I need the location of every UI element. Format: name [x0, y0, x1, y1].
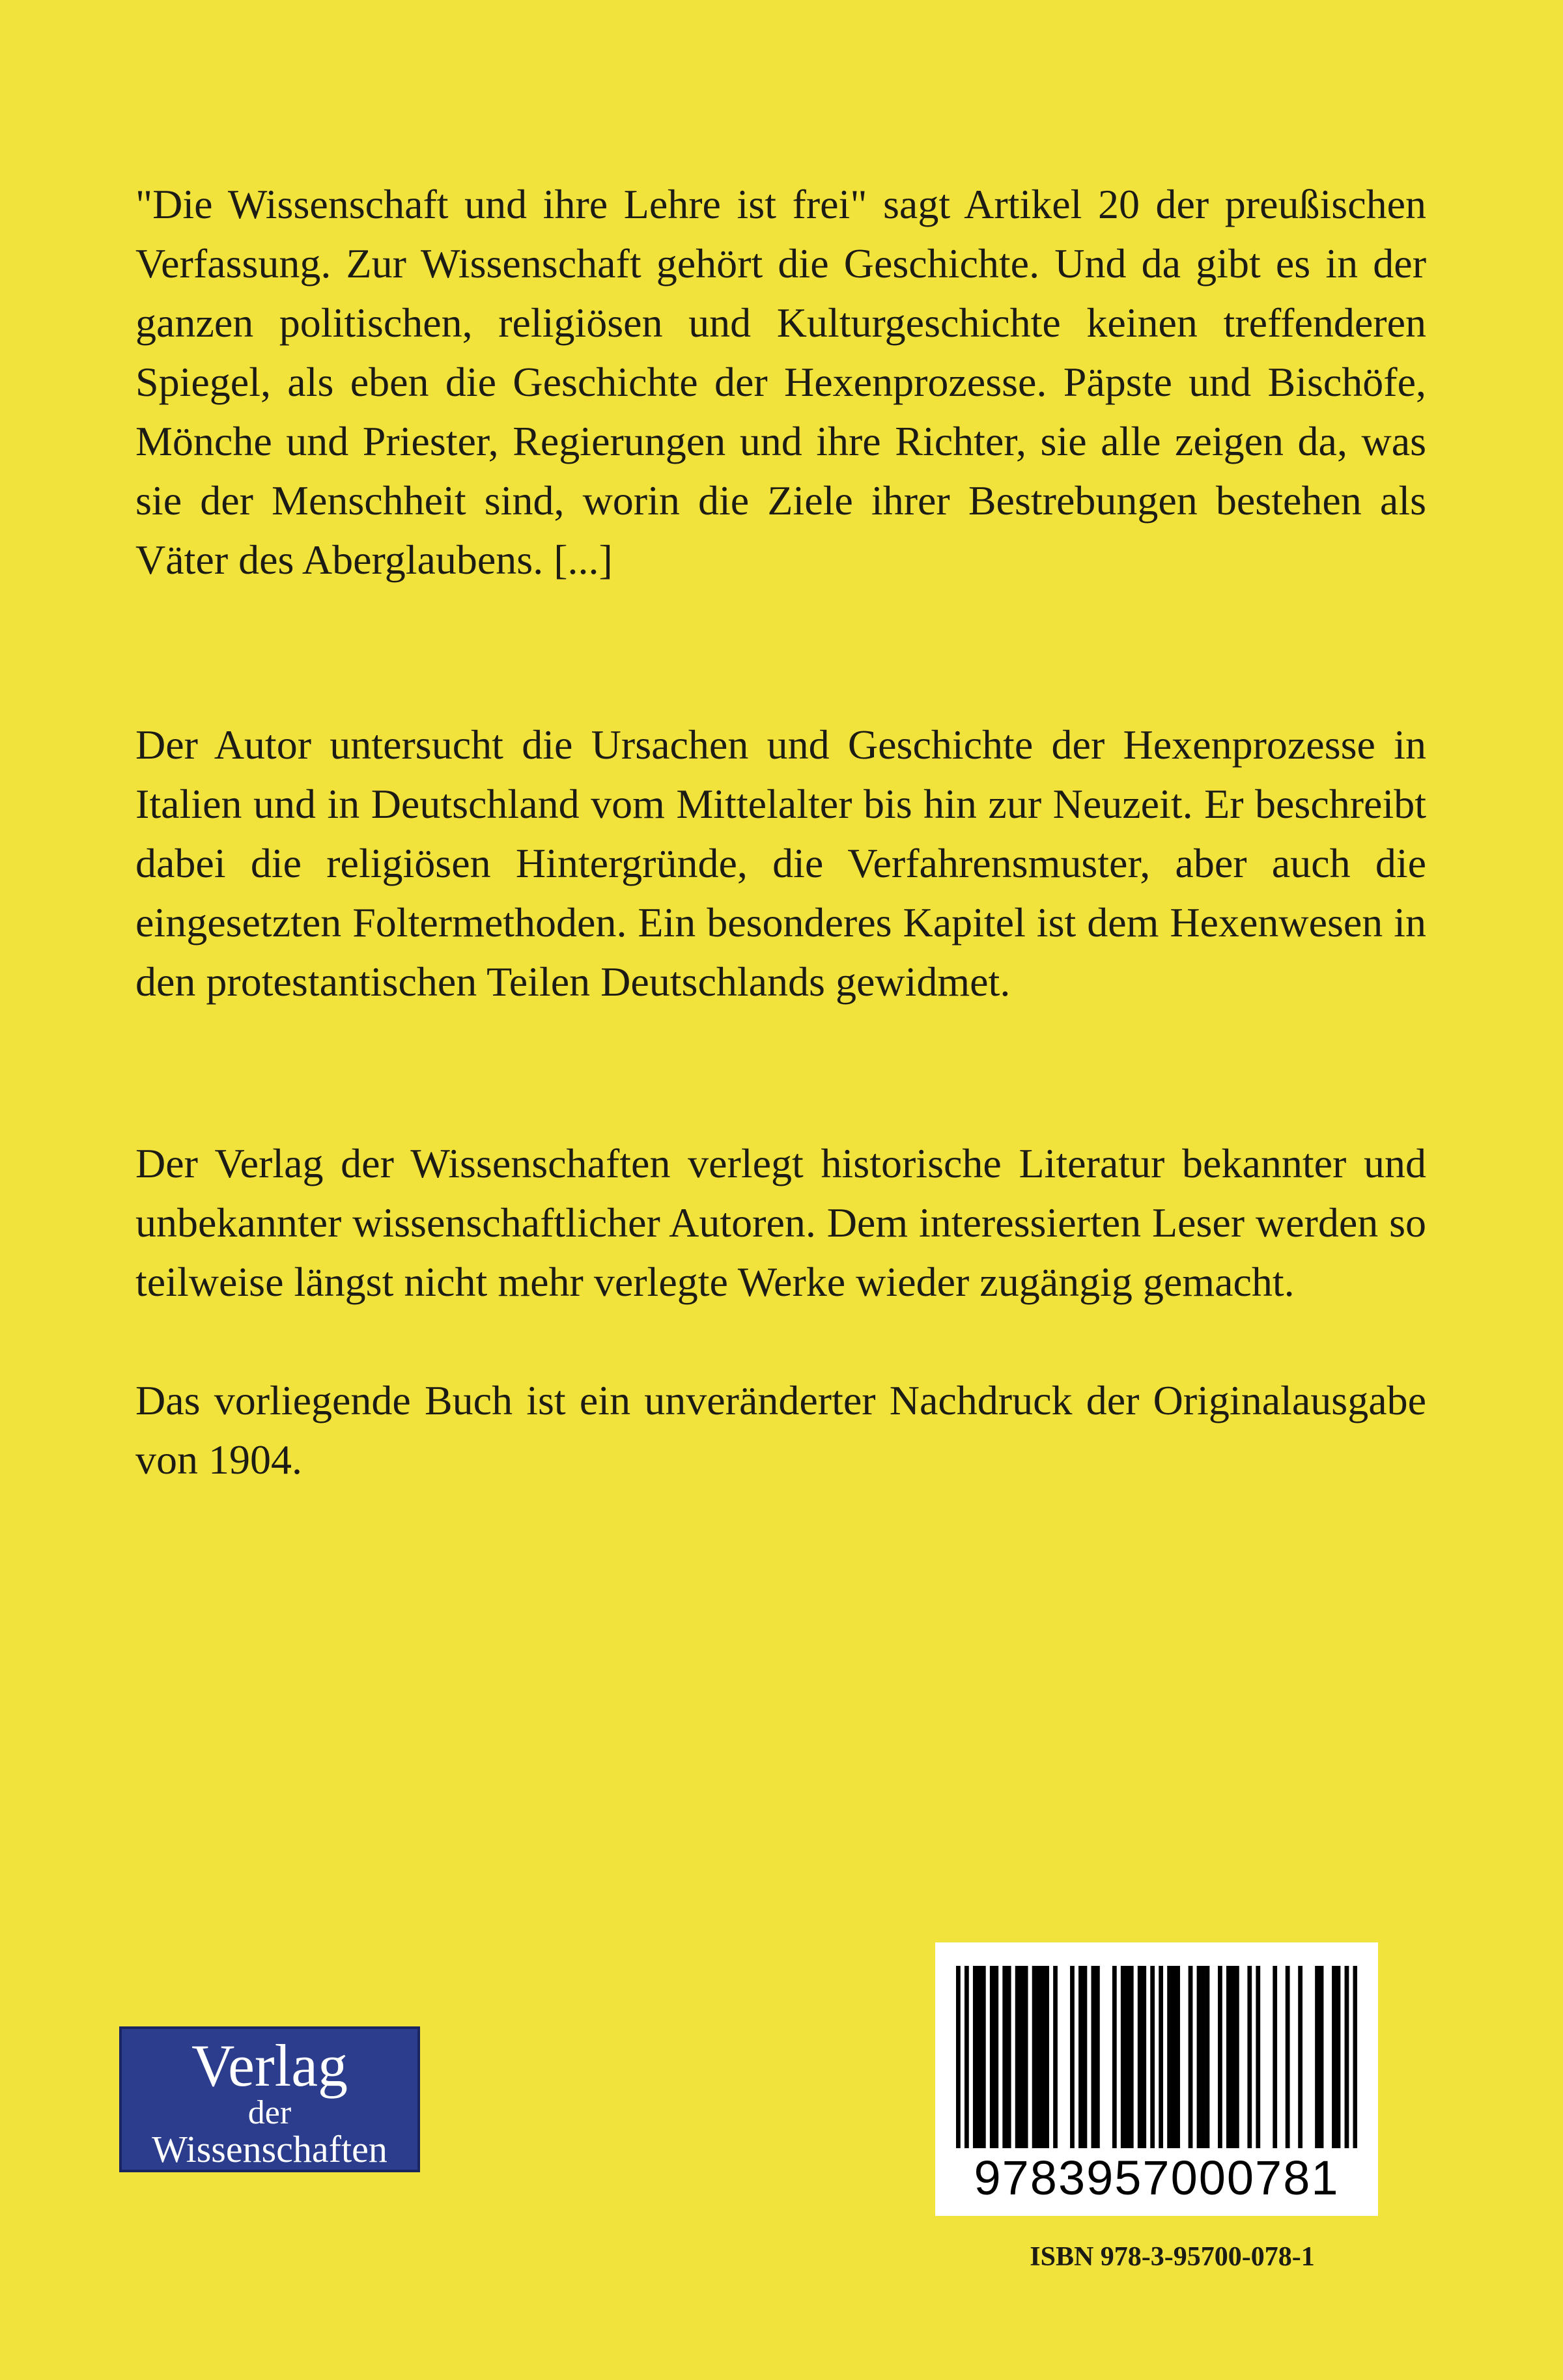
barcode-bar [1053, 1966, 1058, 2148]
barcode-bar [1015, 1966, 1020, 2148]
barcode-bar [1129, 1966, 1134, 2148]
barcode-bar [1235, 1966, 1239, 2148]
barcode-bar [1091, 1966, 1095, 2148]
description-paragraph-4: Das vorliegende Buch ist ein unveränderter Nachdruck der Originalausgabe von 1904. [135, 1377, 1426, 1483]
barcode-bar [1036, 1966, 1041, 2148]
barcode-bar [994, 1966, 998, 2148]
barcode-bar [1041, 1966, 1045, 2148]
description-paragraph-1-container [135, 175, 1426, 589]
description-paragraph-3: Der Verlag der Wissenschaften verlegt historische Literatur bekannter und unbekannter wissenschaftlicher Autoren. Dem interessierten Leser werden so teilweise längst nicht mehr verlegte Werke wieder zugängig gemacht. [135, 1140, 1426, 1305]
barcode-bar [1176, 1966, 1180, 2148]
barcode-bar [990, 1966, 994, 2148]
barcode-bar [1205, 1966, 1210, 2148]
barcode-bar [1150, 1966, 1155, 2148]
barcode [935, 1942, 1378, 2216]
barcode-bar [1167, 1966, 1172, 2148]
barcode-bar [1189, 1966, 1193, 2148]
barcode-bar [1247, 1966, 1252, 2148]
barcode-bar [1353, 1966, 1357, 2148]
publisher-logo [119, 2026, 420, 2172]
barcode-bar [965, 1966, 969, 2148]
barcode-bar [1201, 1966, 1205, 2148]
barcode-bars [956, 1966, 1357, 2148]
barcode-bar [956, 1966, 961, 2148]
barcode-bar [1032, 1966, 1037, 2148]
barcode-bar [1002, 1966, 1007, 2148]
barcode-bar [1230, 1966, 1235, 2148]
barcode-bar [1345, 1966, 1349, 2148]
description-paragraph-2: Der Autor untersucht die Ursachen und Geschichte der Hexenprozesse in Italien und in Deutschland vom Mittelalter bis hin zur Neuzeit. Er beschreibt dabei die religiösen Hintergründe, die Verfahrensmuster, aber auch die eingesetzten Foltermethoden. Ein besonderes Kapitel ist dem Hexenwesen in den protestantischen Teilen Deutschlands gewidmet. [135, 721, 1426, 1005]
barcode-bar [1083, 1966, 1088, 2148]
barcode-bar [1298, 1966, 1302, 2148]
barcode-bar [1218, 1966, 1222, 2148]
barcode-bar [1197, 1966, 1202, 2148]
barcode-bar [1078, 1966, 1083, 2148]
barcode-bar [1125, 1966, 1129, 2148]
barcode-bar [1226, 1966, 1231, 2148]
barcode-bar [1024, 1966, 1028, 2148]
barcode-bar [1319, 1966, 1324, 2148]
description-paragraph-4-container [135, 1371, 1426, 1489]
isbn-label: ISBN 978-3-95700-078-1 [1030, 2242, 1315, 2272]
description-paragraph-3-container [135, 1134, 1426, 1311]
barcode-bar [1336, 1966, 1341, 2148]
barcode-bar [981, 1966, 986, 2148]
description-paragraph-2-container [135, 715, 1426, 1011]
barcode-digits: 9783957000781 [974, 2151, 1340, 2205]
publisher-logo-line-2: der [247, 2094, 292, 2131]
barcode-bar [1315, 1966, 1319, 2148]
barcode-bar [1007, 1966, 1011, 2148]
barcode-bar [1138, 1966, 1142, 2148]
barcode-bar [1332, 1966, 1336, 2148]
barcode-bar [1159, 1966, 1163, 2148]
barcode-bar [977, 1966, 981, 2148]
barcode-bar [973, 1966, 978, 2148]
barcode-bar [1256, 1966, 1260, 2148]
barcode-bar [1142, 1966, 1146, 2148]
barcode-bar [1045, 1966, 1049, 2148]
barcode-bar [1121, 1966, 1125, 2148]
publisher-logo-line-1: Verlag [191, 2032, 348, 2099]
barcode-bar [1273, 1966, 1277, 2148]
description-paragraph-1: "Die Wissenschaft und ihre Lehre ist frei" sagt Artikel 20 der preußischen Verfassung. Zur Wissenschaft gehört die Geschichte. Und da gibt es in der ganzen politischen, religiösen und Kulturgeschichte keinen treffenderen Spiegel, als eben die Geschichte der Hexenprozesse. Päpste und Bischöfe, Mönche und Priester, Regierungen und ihre Richter, sie alle zeigen da, was sie der Menschheit sind, worin die Ziele ihrer Bestrebungen bestehen als Väter des Aberglaubens. [...] [135, 181, 1426, 583]
barcode-bar [1112, 1966, 1117, 2148]
publisher-logo-line-3: Wissenschaften [152, 2128, 387, 2170]
barcode-bar [1286, 1966, 1290, 2148]
barcode-bar [1070, 1966, 1075, 2148]
barcode-bar [1095, 1966, 1100, 2148]
barcode-bar [1019, 1966, 1024, 2148]
barcode-bar [1172, 1966, 1176, 2148]
